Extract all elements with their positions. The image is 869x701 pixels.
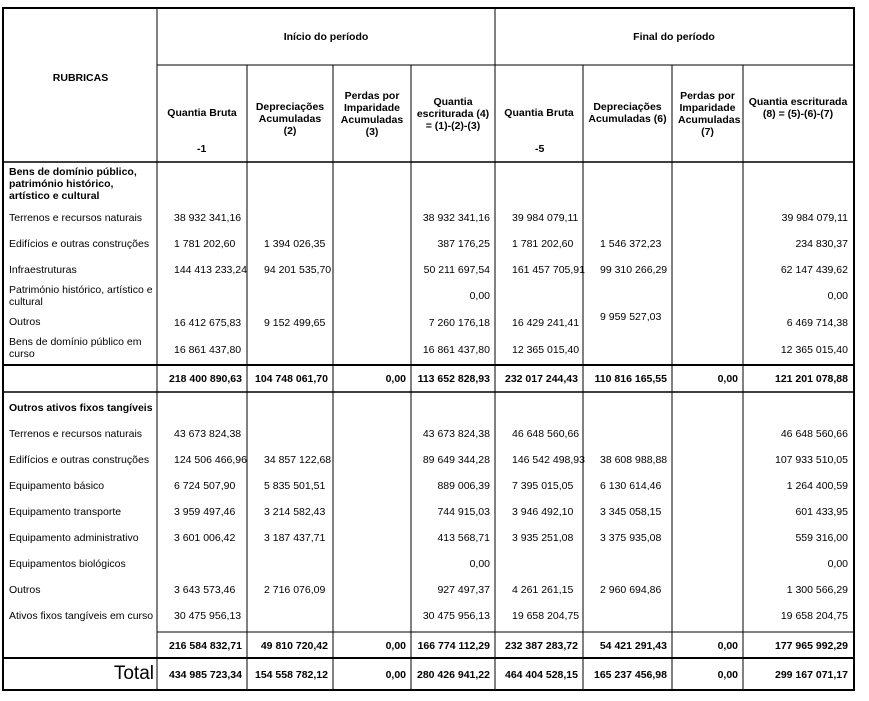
- column-header: Quantia Bruta: [167, 107, 237, 119]
- table-cell: 39 984 079,11: [781, 212, 848, 224]
- table-cell: 34 857 122,68: [264, 454, 332, 466]
- table-cell: 50 211 697,54: [423, 264, 490, 276]
- table-cell: 1 264 400,59: [786, 480, 848, 492]
- column-header: Depreciações Acumuladas (2): [255, 101, 325, 137]
- table-cell: 113 652 828,93: [417, 373, 490, 385]
- table-cell: 7 395 015,05: [512, 480, 574, 492]
- table-cell: 154 558 782,12: [255, 669, 328, 681]
- table-cell: 104 748 061,70: [255, 373, 328, 385]
- table-cell: 166 774 112,29: [417, 640, 490, 652]
- column-number: -1: [197, 143, 207, 155]
- table-cell: 177 965 992,29: [775, 640, 848, 652]
- table-cell: 94 201 535,70: [264, 264, 332, 276]
- table-cell: 38 932 341,16: [422, 212, 490, 224]
- table-cell: 1 781 202,60: [174, 238, 236, 250]
- table-cell: 107 933 510,05: [775, 454, 848, 466]
- column-number: -5: [535, 143, 545, 155]
- row-label: Ativos fixos tangíveis em curso: [9, 610, 154, 622]
- column-header: Quantia escriturada (8) = (5)-(6)-(7): [748, 96, 848, 120]
- table-cell: 19 658 204,75: [780, 610, 848, 622]
- final-periodo-header: Final do período: [633, 31, 715, 43]
- table-cell: 3 345 058,15: [600, 506, 662, 518]
- table-cell: 234 830,37: [795, 238, 848, 250]
- table-cell: 216 584 832,71: [169, 640, 242, 652]
- column-header: Depreciações Acumuladas (6): [588, 101, 667, 125]
- column-header: Quantia Bruta: [504, 107, 574, 119]
- section-title: Bens de domínio público, património histórico, artístico e cultural: [9, 166, 137, 202]
- table-cell: 0,00: [717, 669, 738, 681]
- table-cell: 30 475 956,13: [422, 610, 490, 622]
- table-cell: 232 387 283,72: [505, 640, 578, 652]
- row-label: Património histórico, artístico e cultural: [9, 284, 153, 308]
- row-label: Outros: [9, 316, 41, 328]
- table-cell: 16 861 437,80: [174, 344, 242, 356]
- table-cell: 16 412 675,83: [174, 317, 242, 329]
- table-cell: 927 497,37: [437, 584, 490, 596]
- table-cell: 1 300 566,29: [786, 584, 848, 596]
- table-cell: 3 643 573,46: [174, 584, 236, 596]
- row-label: Edifícios e outras construções: [9, 238, 150, 250]
- table-cell: 218 400 890,63: [169, 373, 242, 385]
- table-cell: 99 310 266,29: [600, 264, 668, 276]
- table-cell: 413 568,71: [437, 532, 490, 544]
- table-cell: 1 546 372,23: [600, 238, 662, 250]
- table-cell: 89 649 344,28: [422, 454, 490, 466]
- table-cell: 434 985 723,34: [169, 669, 242, 681]
- table-cell: 559 316,00: [795, 532, 848, 544]
- table-cell: 0,00: [469, 290, 490, 302]
- table-cell: 38 932 341,16: [174, 212, 242, 224]
- table-cell: 110 816 165,55: [594, 373, 667, 385]
- table-cell: 6 724 507,90: [174, 480, 236, 492]
- table-cell: 601 433,95: [795, 506, 848, 518]
- table-cell: 1 781 202,60: [512, 238, 574, 250]
- table-cell: 39 984 079,11: [512, 212, 579, 224]
- column-header: Quantia escriturada (4) = (1)-(2)-(3): [416, 96, 490, 132]
- table-cell: 9 959 527,03: [600, 311, 662, 323]
- table-cell: 3 187 437,71: [264, 532, 326, 544]
- table-cell: 3 601 006,42: [174, 532, 236, 544]
- table-cell: 5 835 501,51: [264, 480, 326, 492]
- row-label: Equipamento transporte: [9, 506, 122, 518]
- table-cell: 0,00: [717, 640, 738, 652]
- table-cell: 6 469 714,38: [786, 317, 848, 329]
- table-cell: 43 673 824,38: [422, 428, 490, 440]
- table-cell: 3 375 935,08: [600, 532, 662, 544]
- table-cell: 0,00: [385, 640, 406, 652]
- table-cell: 0,00: [827, 558, 848, 570]
- table-cell: 299 167 071,17: [775, 669, 848, 681]
- table-cell: 0,00: [717, 373, 738, 385]
- table-cell: 46 648 560,66: [780, 428, 848, 440]
- table-cell: 2 716 076,09: [264, 584, 326, 596]
- table-cell: 62 147 439,62: [780, 264, 848, 276]
- row-label: Infraestruturas: [9, 264, 77, 276]
- table-cell: 46 648 560,66: [512, 428, 580, 440]
- row-label: Bens de domínio público em curso: [9, 336, 142, 360]
- table-cell: 146 542 498,93: [512, 454, 585, 466]
- table-cell: 6 130 614,46: [600, 480, 662, 492]
- row-label: Equipamento básico: [9, 480, 105, 492]
- row-label: Equipamento administrativo: [9, 532, 139, 544]
- table-cell: 0,00: [385, 669, 406, 681]
- table-cell: 165 237 456,98: [594, 669, 667, 681]
- table-cell: 54 421 291,43: [599, 640, 667, 652]
- table-cell: 3 214 582,43: [264, 506, 326, 518]
- row-label: Equipamentos biológicos: [9, 558, 126, 570]
- table-cell: 30 475 956,13: [174, 610, 242, 622]
- table-cell: 744 915,03: [437, 506, 490, 518]
- table-cell: 9 152 499,65: [264, 317, 326, 329]
- table-cell: 0,00: [469, 558, 490, 570]
- table-cell: 7 260 176,18: [428, 317, 490, 329]
- row-label: Terrenos e recursos naturais: [9, 212, 143, 224]
- table-cell: 12 365 015,40: [512, 344, 580, 356]
- table-cell: 38 608 988,88: [600, 454, 668, 466]
- table-cell: 0,00: [827, 290, 848, 302]
- table-cell: 16 861 437,80: [422, 344, 490, 356]
- table-cell: 2 960 694,86: [600, 584, 662, 596]
- table-cell: 0,00: [385, 373, 406, 385]
- table-cell: 12 365 015,40: [780, 344, 848, 356]
- table-cell: 1 394 026,35: [264, 238, 326, 250]
- rubricas-header: RUBRICAS: [52, 72, 109, 84]
- inicio-periodo-header: Início do período: [283, 31, 369, 43]
- table-cell: 232 017 244,43: [505, 373, 578, 385]
- table-cell: 4 261 261,15: [512, 584, 574, 596]
- table-cell: 3 959 497,46: [174, 506, 236, 518]
- section-title: Outros ativos fixos tangíveis: [9, 402, 153, 414]
- column-header: Perdas por Imparidade Acumuladas (3): [340, 90, 404, 138]
- table-cell: 280 426 941,22: [417, 669, 490, 681]
- table-cell: 49 810 720,42: [260, 640, 328, 652]
- table-cell: 3 935 251,08: [512, 532, 574, 544]
- table-cell: 464 404 528,15: [505, 669, 578, 681]
- table-cell: 19 658 204,75: [512, 610, 580, 622]
- table-cell: 124 506 466,96: [174, 454, 247, 466]
- row-label: Outros: [9, 584, 41, 596]
- table-cell: 161 457 705,91: [512, 264, 585, 276]
- table-cell: 3 946 492,10: [512, 506, 574, 518]
- row-label: Terrenos e recursos naturais: [9, 428, 143, 440]
- table-cell: 144 413 233,24: [174, 264, 247, 276]
- table-cell: 121 201 078,88: [775, 373, 848, 385]
- table-cell: 16 429 241,41: [512, 317, 580, 329]
- table-cell: 889 006,39: [437, 480, 490, 492]
- column-header: Perdas por Imparidade Acumuladas (7): [678, 90, 741, 138]
- table-cell: 387 176,25: [437, 238, 490, 250]
- table-cell: 43 673 824,38: [174, 428, 242, 440]
- row-label: Edifícios e outras construções: [9, 454, 150, 466]
- total-label: Total: [113, 663, 154, 684]
